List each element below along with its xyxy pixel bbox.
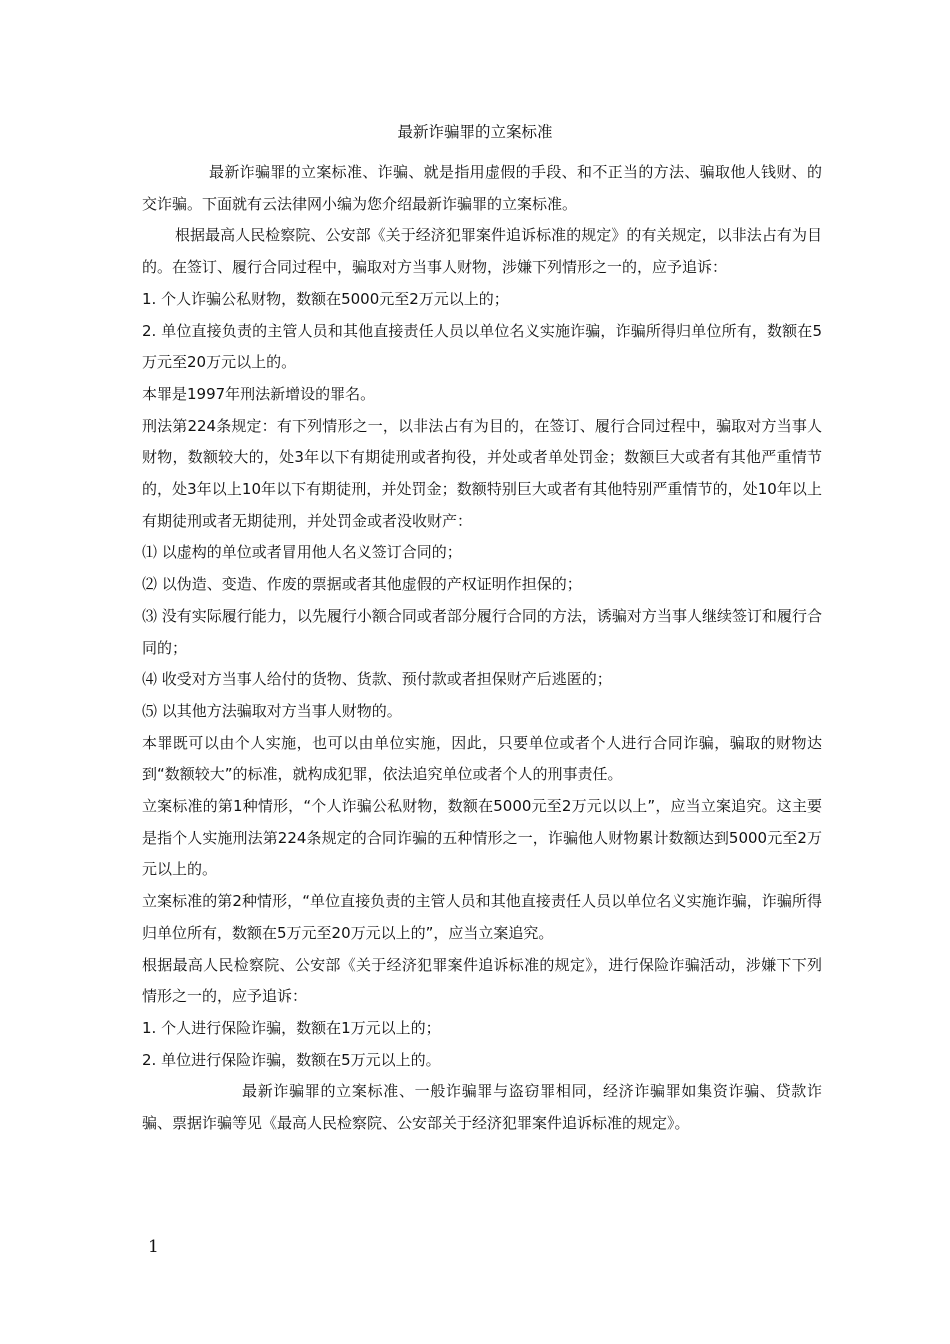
document-body	[142, 157, 822, 1140]
list-item-case-1: ⑴ 以虚构的单位或者冒用他人名义签订合同的；	[142, 543, 462, 562]
paragraph-standard-1: 立案标准的第1种情形，“个人诈骗公私财物，数额在5000元至2万元以以上”，应当立案追究。这主要是指个人实施刑法第224条规定的合同诈骗的五种情形之一，诈骗他人财物累计数额达到5000元至2万元以上的。	[142, 797, 822, 879]
paragraph-insurance-basis: 根据最高人民检察院、公安部《关于经济犯罪案件追诉标准的规定》，进行保险诈骗活动，涉嫌下下列情形之一的，应予追诉：	[142, 955, 822, 1006]
list-item-case-5: ⑸ 以其他方法骗取对方当事人财物的。	[142, 701, 402, 720]
paragraph-conclusion: 最新诈骗罪的立案标准、一般诈骗罪与盗窃罪相同，经济诈骗罪如集资诈骗、贷款诈骗、票据诈骗等见《最高人民检察院、公安部关于经济犯罪案件追诉标准的规定》。	[142, 1082, 822, 1133]
list-item-insurance-unit: 2. 单位进行保险诈骗，数额在5万元以上的。	[142, 1050, 441, 1069]
paragraph-basis: 根据最高人民检察院、公安部《关于经济犯罪案件追诉标准的规定》的有关规定，以非法占有为目的。在签订、履行合同过程中，骗取对方当事人财物，涉嫌下列情形之一的，应予追诉：	[142, 226, 822, 277]
paragraph-intro: 最新诈骗罪的立案标准、诈骗、就是指用虚假的手段、和不正当的方法、骗取他人钱财、的交诈骗。下面就有云法律网小编为您介绍最新诈骗罪的立案标准。	[142, 163, 822, 213]
list-item-personal-fraud: 1. 个人诈骗公私财物，数额在5000元至2万元以上的；	[142, 289, 509, 308]
list-item-case-3: ⑶ 没有实际履行能力，以先履行小额合同或者部分履行合同的方法，诱骗对方当事人继续签订和履行合同的；	[142, 606, 822, 657]
list-item-unit-fraud: 2. 单位直接负责的主管人员和其他直接责任人员以单位名义实施诈骗，诈骗所得归单位所有，数额在5万元至20万元以上的。	[142, 321, 822, 372]
document-title: 最新诈骗罪的立案标准	[397, 123, 553, 141]
paragraph-subject: 本罪既可以由个人实施，也可以由单位实施，因此，只要单位或者个人进行合同诈骗，骗取的财物达到“数额较大”的标准，就构成犯罪，依法追究单位或者个人的刑事责任。	[142, 733, 822, 784]
paragraph-article-224: 刑法第224条规定：有下列情形之一，以非法占有为目的，在签订、履行合同过程中，骗取对方当事人财物，数额较大的，处3年以下有期徒刑或者拘役，并处或者单处罚金；数额巨大或者有其他严重情节的，处3年以上10年以下有期徒刑，并处罚金；数额特别巨大或者有其他特别严重情节的，处10年以上有期徒刑或者无期徒刑，并处罚金或者没收财产：	[142, 416, 822, 530]
paragraph-standard-2: 立案标准的第2种情形，“单位直接负责的主管人员和其他直接责任人员以单位名义实施诈骗，诈骗所得归单位所有，数额在5万元至20万元以上的”，应当立案追究。	[142, 892, 822, 942]
paragraph-new-crime: 本罪是1997年刑法新增设的罪名。	[142, 384, 376, 403]
list-item-case-4: ⑷ 收受对方当事人给付的货物、货款、预付款或者担保财产后逃匿的；	[142, 670, 612, 689]
list-item-insurance-personal: 1. 个人进行保险诈骗，数额在1万元以上的；	[142, 1018, 441, 1037]
list-item-case-2: ⑵ 以伪造、变造、作废的票据或者其他虚假的产权证明作担保的；	[142, 575, 582, 594]
page-number: 1	[148, 1237, 159, 1257]
